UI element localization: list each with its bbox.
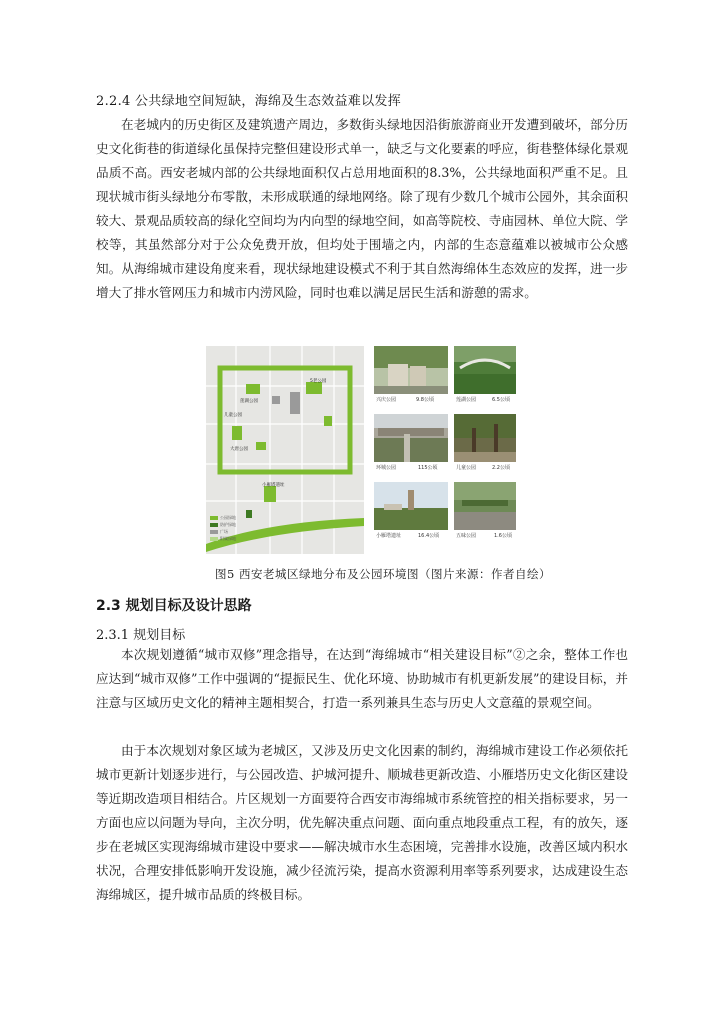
legend-text-park: 公园绿地	[220, 515, 236, 520]
caption-area-xiaoyanta: 16.4公顷	[418, 533, 440, 539]
paragraph-renewal-plan: 由于本次规划对象区域为老城区，又涉及历史文化因素的制约，海绵城市建设工作必须依托城市更新计划逐步进行，与公园改造、护城河提升、顺城巷更新改造、小雁塔历史文化街区建设等近期改造项目相结合。片区规划一方面要符合西安市海绵城市系统管控的相关指标要求，另一方面也应以问题为导向，主次分明，优先解决重点问题、面向重点地段重点工程，有的放矢，逐步在老城区实现海绵城市建设中要求——解决城市水生态困境，完善排水设施，改善区域内积水状况，合理安排低影响开发设施，减少径流污染，提高水资源利用率等系列要求，达成建设生态海绵城区，提升城市品质的终极目标。	[96, 743, 628, 902]
legend-text-square: 广场	[220, 529, 228, 534]
caption-name-wuwei: 五味公园	[456, 533, 477, 539]
photo-ertong-image	[454, 414, 516, 462]
map-label-lianhu: 莲湖公园	[240, 399, 258, 404]
caption-name-ertong: 儿童公园	[456, 465, 477, 471]
photo-xingqing-park	[374, 346, 448, 394]
legend-swatch-protective	[210, 523, 218, 527]
photo-xiaoyanta-image	[374, 482, 448, 530]
photo-huancheng-image	[374, 414, 448, 462]
photo-wuwei-image	[454, 482, 516, 530]
photo-lianhu-park	[454, 346, 516, 394]
caption-area-wuwei: 1.6公顷	[494, 533, 512, 539]
caption-name-xingqing: 兴庆公园	[376, 397, 397, 403]
photo-lianhu-image	[454, 346, 516, 394]
caption-name-huancheng: 环城公园	[376, 465, 397, 471]
caption-area-lianhu: 6.5公顷	[492, 397, 510, 403]
section-heading-2-3: 2.3 规划目标及设计思路	[96, 598, 252, 614]
photo-xingqing-image	[374, 346, 448, 394]
photo-ertong-park	[454, 414, 516, 462]
photo-xiaoyanta	[374, 482, 448, 530]
legend-swatch-square	[210, 530, 218, 534]
legend-swatch-attached	[210, 537, 218, 541]
section-heading-2-3-1: 2.3.1 规划目标	[96, 628, 186, 643]
map-label-xiaoyanta: 小雁塔遗址	[262, 483, 285, 488]
caption-area-ertong: 2.2公顷	[492, 465, 510, 471]
paragraph-planning-goal: 本次规划遵循“城市双修”理念指导，在达到“海绵城市“相关建设目标”②之余，整体工作也应达到“城市双修”工作中强调的“提振民生、优化环境、协助城市有机更新发展”的建设目标，并注意与区域历史文化的精神主题相契合，打造一系列兼具生态与历史人文意蕴的景观空间。	[96, 647, 628, 710]
legend-swatch-park	[210, 516, 218, 520]
caption-area-huancheng: 115公顷	[418, 465, 438, 471]
green-space-map	[206, 346, 364, 554]
section-heading-2-2-4: 2.2.4 公共绿地空间短缺，海绵及生态效益难以发挥	[96, 94, 402, 109]
photo-huancheng-park	[374, 414, 448, 462]
legend-text-attached: 附属绿地	[220, 536, 236, 541]
caption-area-xingqing: 9.8公顷	[416, 397, 434, 403]
caption-name-xiaoyanta: 小雁塔遗址	[376, 533, 402, 539]
paragraph-green-space: 在老城内的历史街区及建筑遗产周边，多数街头绿地因沿街旅游商业开发遭到破坏，部分历史文化街巷的街道绿化虽保持完整但建设形式单一，缺乏与文化要素的呼应，街巷整体绿化景观品质不高。西安老城内部的公共绿地面积仅占总用地面积的8.3%，公共绿地面积严重不足。且现状城市街头绿地分布零散，未形成联通的绿地网络。除了现有少数几个城市公园外，其余面积较大、景观品质较高的绿化空间均为内向型的绿地空间，如高等院校、寺庙园林、单位大院、学校等，其虽然部分对于公众免费开放，但均处于围墙之内，内部的生态意蕴难以被城市公众感知。从海绵城市建设角度来看，现状绿地建设模式不利于其自然海绵体生态效应的发挥，进一步增大了排水管网压力和城市内涝风险，同时也难以满足居民生活和游憩的需求。	[96, 117, 628, 300]
map-label-5lao: 5老公园	[310, 379, 327, 384]
caption-name-lianhu: 莲湖公园	[456, 397, 477, 403]
legend-text-protective: 防护绿地	[220, 522, 236, 527]
figure-5	[206, 346, 516, 554]
map-label-ertong: 儿童公园	[224, 413, 242, 418]
figure-caption: 图5 西安老城区绿地分布及公园环境图（图片来源：作者自绘）	[215, 567, 551, 581]
photo-wuwei-park	[454, 482, 516, 530]
map-label-datang: 大唐公园	[230, 447, 248, 452]
